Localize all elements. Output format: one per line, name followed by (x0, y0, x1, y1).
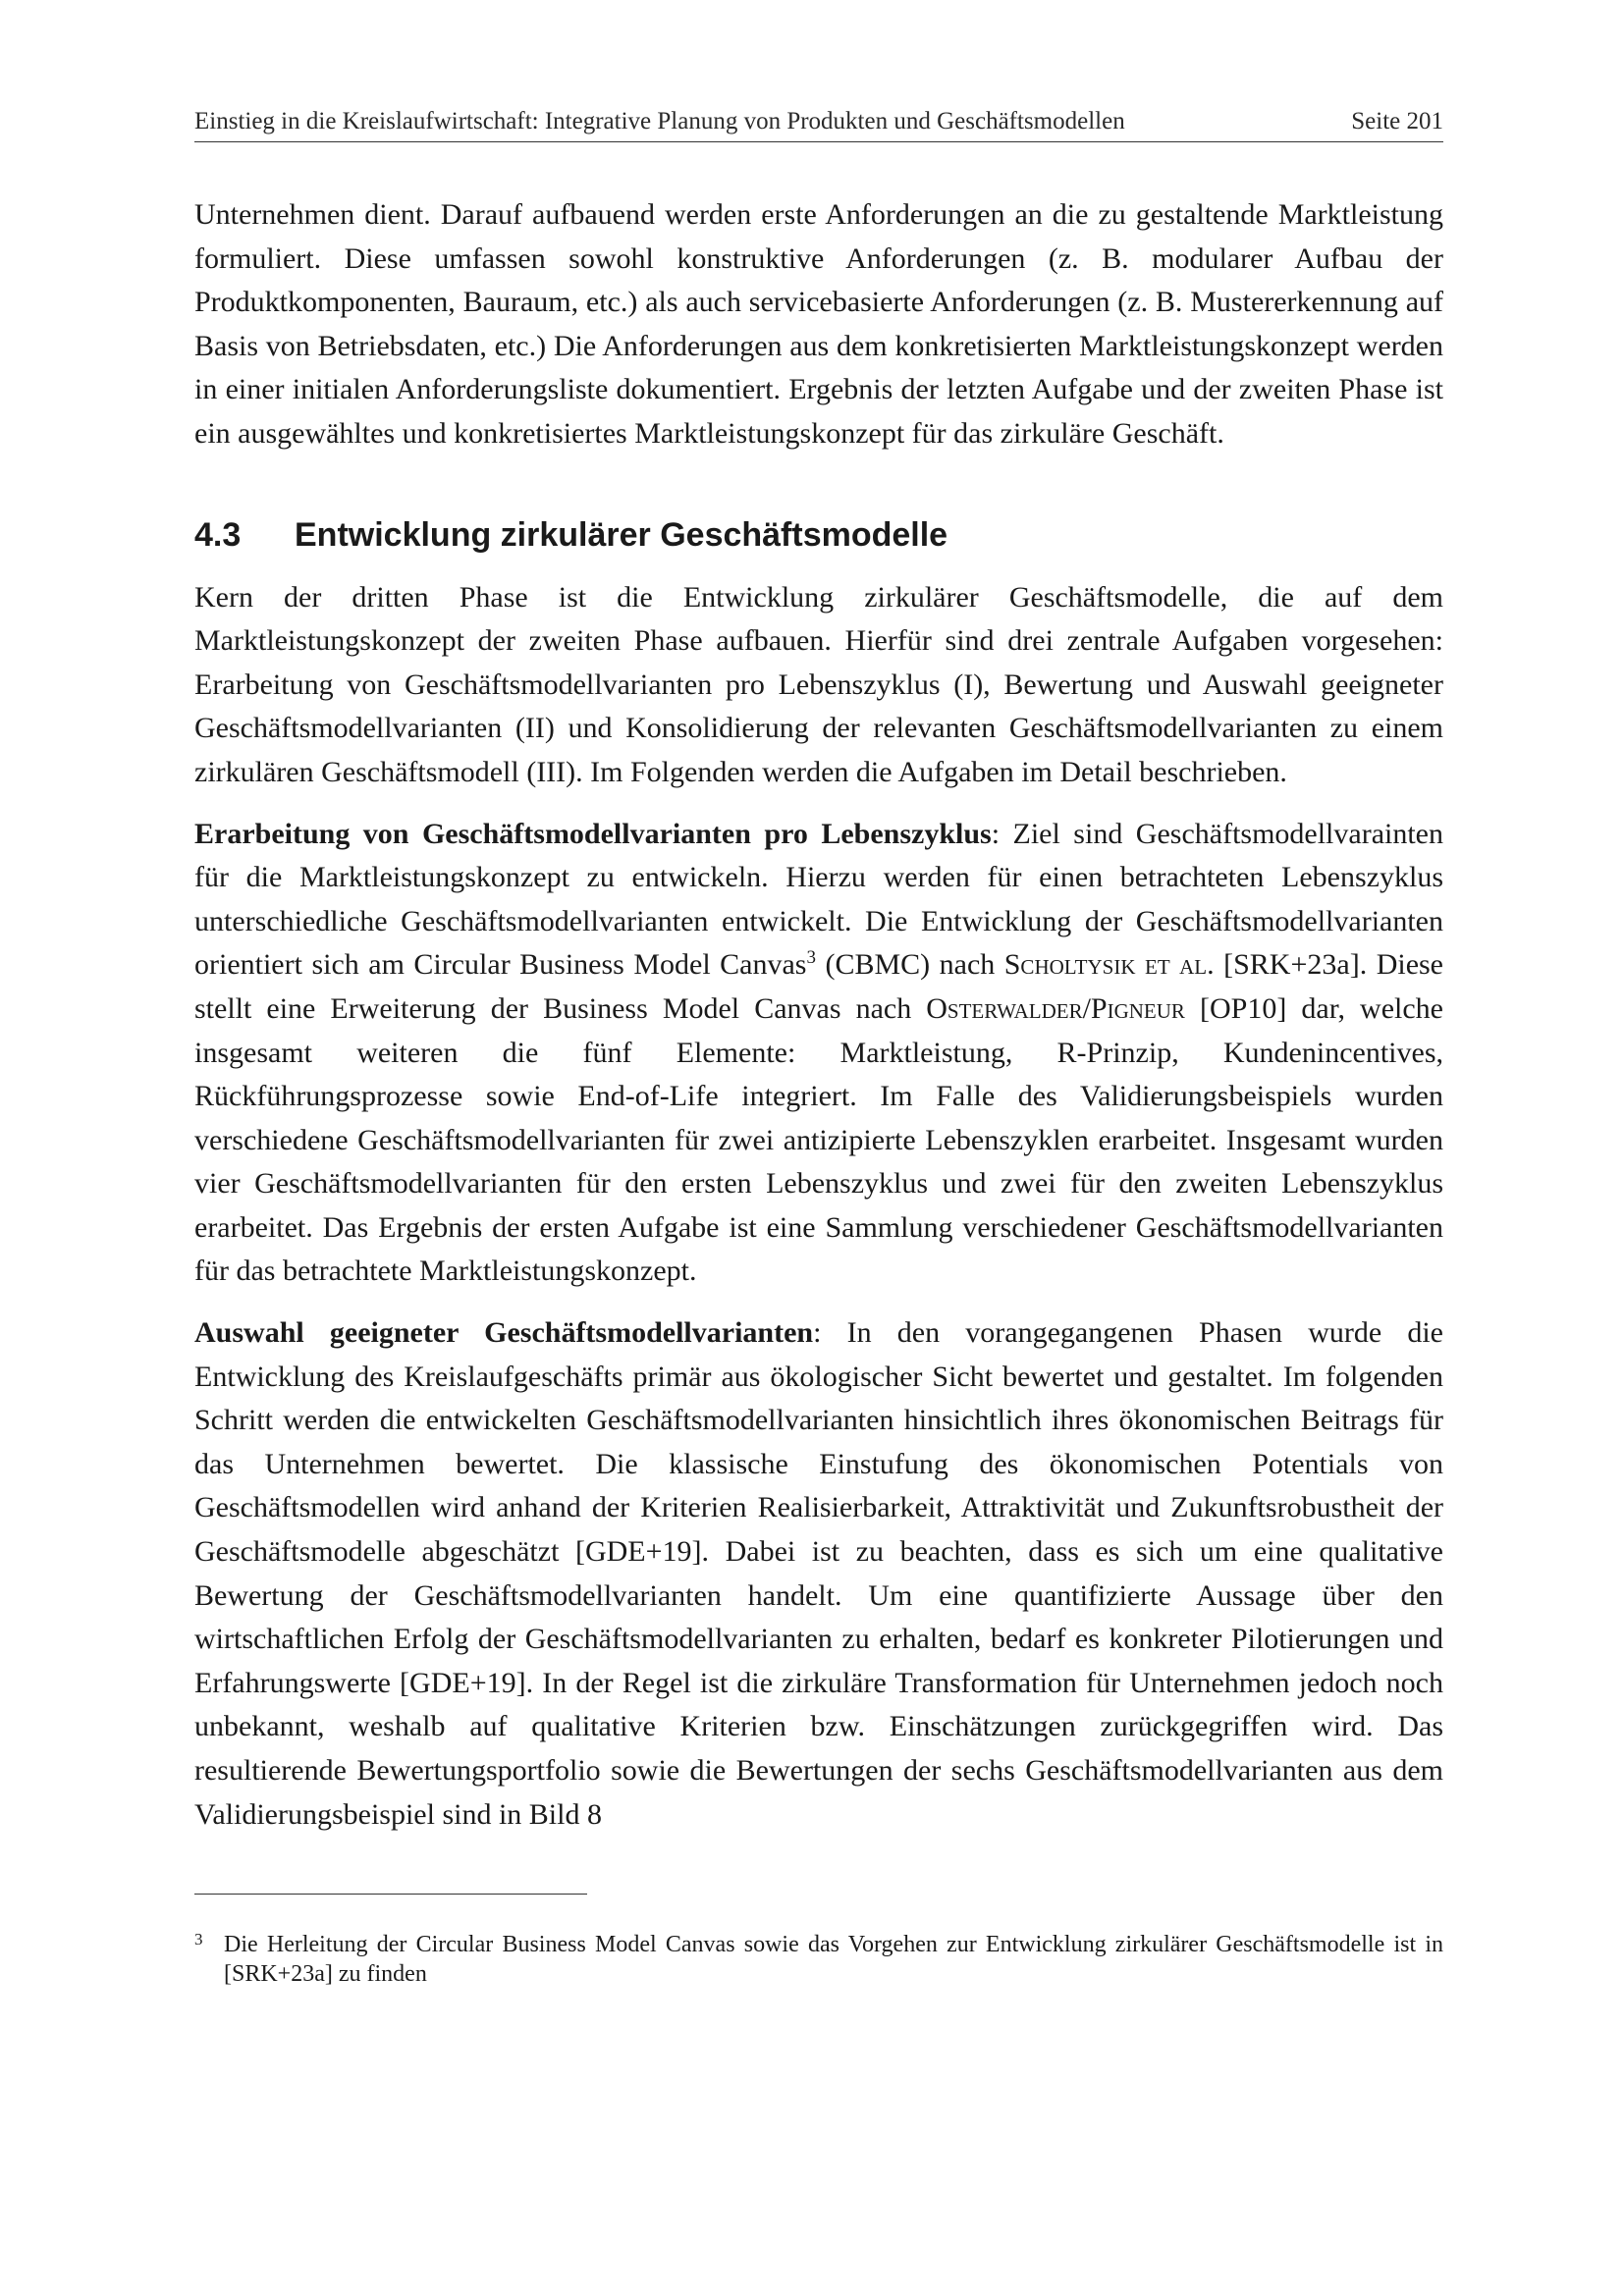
body-text (194, 193, 1443, 1837)
document-page (194, 106, 1443, 1989)
footnote-divider (194, 1894, 587, 1895)
author-citation-osterwalder: Osterwalder/Pigneur (926, 991, 1185, 1025)
author-citation-scholtysik: Scholtysik et al. (1003, 948, 1215, 982)
paragraph-text-d: [OP10] dar, welche insgesamt weiteren die fünf Elemente: Marktleistung, R-Prinzip, Kundenincentives, Rückführungsprozesse sowie End-of-Life integriert. Im Falle des Validierungsbeispiels wurden verschiedene Geschäftsmodellvarianten für zwei antizipierte Lebenszyklen erarbeitet. Insgesamt wurden vier Geschäftsmodellvarianten für den ersten Lebenszyklus und zwei für den zweiten Lebenszyklus erarbeitet. Das Ergebnis der ersten Aufgabe ist eine Sammlung verschiedener Geschäftsmodellvarianten für das betrachtete Marktleistungskonzept. (194, 991, 1443, 1288)
paragraph-intro: Kern der dritten Phase ist die Entwicklung zirkulärer Geschäftsmodelle, die auf dem Marktleistungskonzept der zweiten Phase aufbauen. Hierfür sind drei zentrale Aufgaben vorgesehen: Erarbeitung von Geschäftsmodellvarianten pro Lebenszyklus (I), Bewertung und Auswahl geeigneter Geschäftsmodellvarianten (II) und Konsolidierung der relevanten Geschäftsmodellvarianten zu einem zirkulären Geschäftsmodell (III). Im Folgenden werden die Aufgaben im Detail beschrieben. (194, 580, 1443, 788)
paragraph-text-auswahl: : In den vorangegangenen Phasen wurde die Entwicklung des Kreislaufgeschäfts primär aus ökologischer Sicht bewertet und gestaltet. Im folgenden Schritt werden die entwickelten Geschäftsmodellvarianten hinsichtlich ihres ökonomischen Beitrags für das Unternehmen bewertet. Die klassische Einstufung des ökonomischen Potentials von Geschäftsmodellen wird anhand der Kriterien Realisierbarkeit, Attraktivität und Zukunftsrobustheit der Geschäftsmodelle abgeschätzt [GDE+19]. Dabei ist zu beachten, dass es sich um eine qualitative Bewertung der Geschäftsmodellvarianten handelt. Um eine quantifizierte Aussage über den wirtschaftlichen Erfolg der Geschäftsmodellvarianten zu erhalten, bedarf es konkreter Pilotierungen und Erfahrungswerte [GDE+19]. In der Regel ist die zirkuläre Transformation für Unternehmen jedoch noch unbekannt, weshalb auf qualitative Kriterien bzw. Einschätzungen zurückgegriffen wird. Das resultierende Bewertungsportfolio sowie die Bewertungen der sechs Geschäftsmodellvarianten aus dem Validierungsbeispiel sind in Bild 8 (194, 1316, 1443, 1831)
paragraph-auswahl (194, 1311, 1443, 1837)
footnote-reference[interactable]: 3 (806, 947, 816, 969)
section-heading (194, 513, 1443, 557)
paragraph-lead-erarbeitung: Erarbeitung von Geschäftsmodellvarianten pro Lebenszyklus (194, 817, 992, 850)
running-header (194, 106, 1443, 142)
paragraph-erarbeitung (194, 813, 1443, 1295)
section-title: Entwicklung zirkulärer Geschäftsmodelle (295, 515, 948, 554)
page-number: Seite 201 (1351, 108, 1443, 134)
paragraph-text-c: [SRK+23a]. Diese stellt eine Erweiterung der Business Model Canvas nach (194, 948, 1443, 1025)
paragraph-text-a: : Ziel sind Geschäftsmodellvarainten für die Marktleistungskonzept zu entwickeln. Hierzu werden für einen betrachteten Lebenszyklus unterschiedliche Geschäftsmodellvarianten entwickelt. Die Entwicklung der Geschäftsmodellvarianten orientiert sich am Circular Business Model Canvas (194, 817, 1443, 982)
header-title: Einstieg in die Kreislaufwirtschaft: Integrative Planung von Produkten und Geschäftsmodellen (194, 108, 1125, 134)
section-number: 4.3 (194, 515, 242, 554)
footnote-text: Die Herleitung der Circular Business Model Canvas sowie das Vorgehen zur Entwicklung zirkulärer Geschäftsmodelle ist in [SRK+23a] zu finden (224, 1932, 1443, 1988)
footnote (194, 1930, 1443, 1989)
paragraph-lead-auswahl: Auswahl geeigneter Geschäftsmodellvarianten (194, 1316, 814, 1350)
footnote-mark: 3 (194, 1930, 203, 1949)
paragraph-text-b: (CBMC) nach (815, 948, 1004, 982)
paragraph-continuation: Unternehmen dient. Darauf aufbauend werden erste Anforderungen an die zu gestaltende Marktleistung formuliert. Diese umfassen sowohl konstruktive Anforderungen (z. B. modularer Aufbau der Produktkomponenten, Bauraum, etc.) als auch servicebasierte Anforderungen (z. B. Mustererkennung auf Basis von Betriebsdaten, etc.) Die Anforderungen aus dem konkretisierten Marktleistungskonzept werden in einer initialen Anforderungsliste dokumentiert. Ergebnis der letzten Aufgabe und der zweiten Phase ist ein ausgewähltes und konkretisiertes Marktleistungskonzept für das zirkuläre Geschäft. (194, 198, 1443, 450)
